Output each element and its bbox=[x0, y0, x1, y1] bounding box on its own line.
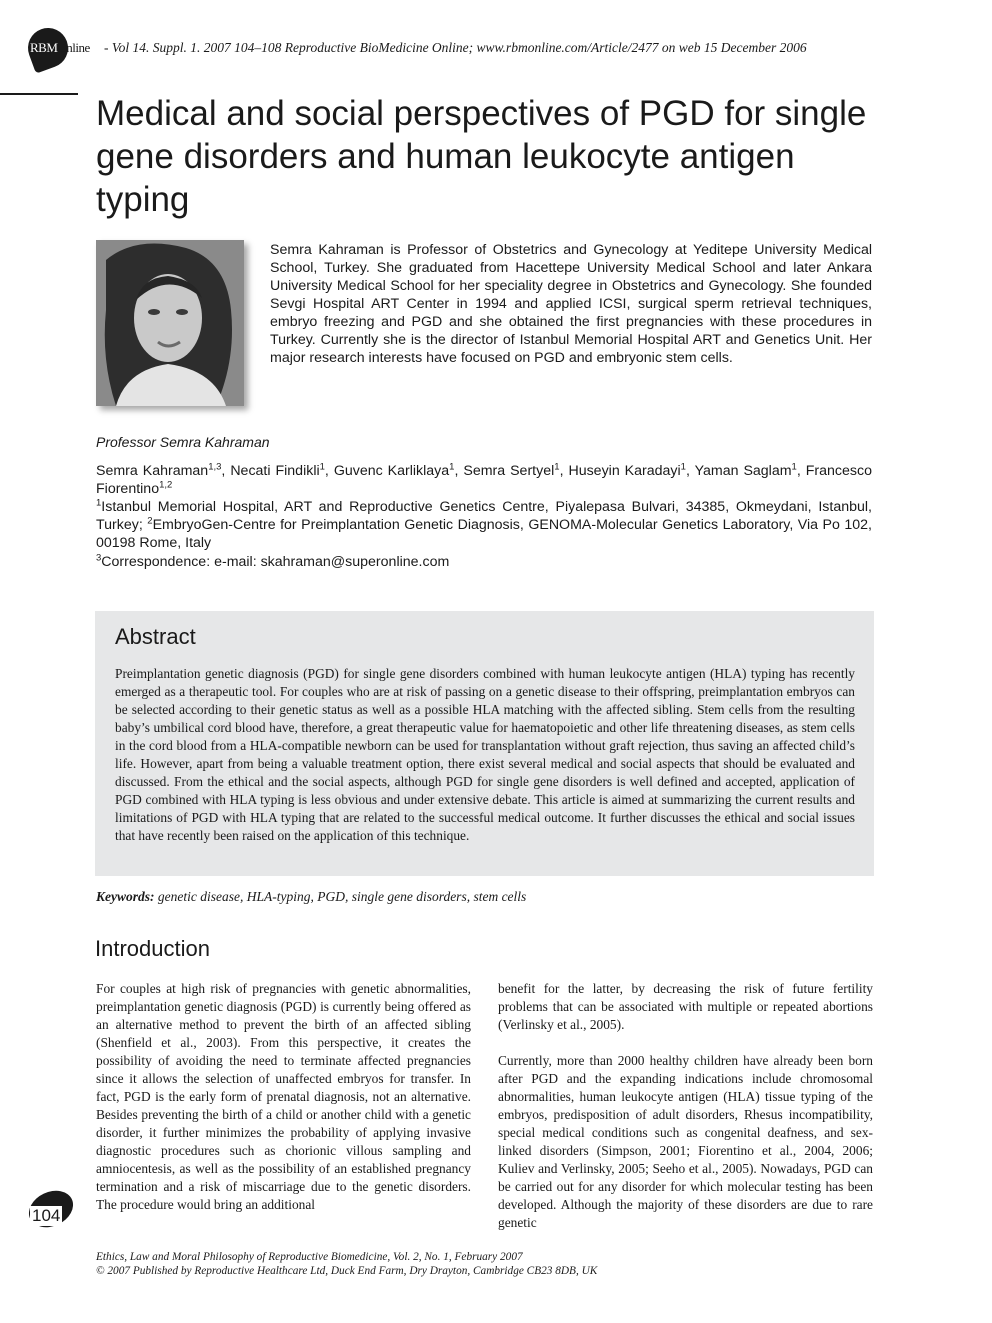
author-separator: , bbox=[454, 463, 464, 479]
author-separator: , bbox=[685, 463, 695, 479]
affiliation-1: Istanbul Memorial Hospital, ART and Reproductive Genetics Centre, Piyalepasa Bulvari, 34385, Okmeydani, Istanbul, Turkey; bbox=[96, 499, 872, 533]
author-bio: Semra Kahraman is Professor of Obstetrics and Gynecology at Yeditepe University Medical School, Turkey. She graduated from Hacettepe University Medical School and later Ankara University Medical School for her speciality degree in Obstetrics and Gynecology. She founded Sevgi Hospital ART Center in 1994 and applied ICSI, surgical sperm retrieval techniques, embryo freezing and PGD and she obtained the first pregnancies with these procedures in Turkey. Currently she is the director of Istanbul Memorial Hospital ART and Genetics Unit. Her major research interests have focused on PGD and embryonic stem cells. bbox=[270, 242, 872, 366]
author-separator: , bbox=[559, 463, 569, 479]
affiliations bbox=[96, 498, 872, 552]
abstract-heading: Abstract bbox=[115, 624, 196, 649]
affiliation-marker: 1 bbox=[96, 497, 102, 509]
correspondence-marker: 3 bbox=[96, 552, 102, 564]
author-separator: , bbox=[796, 463, 806, 479]
correspondence bbox=[96, 553, 872, 571]
author-affiliation-marker: 1,2 bbox=[159, 479, 173, 491]
header-divider bbox=[0, 93, 78, 95]
author-affiliation-marker: 1,3 bbox=[208, 461, 222, 473]
journal-citation: - Vol 14. Suppl. 1. 2007 104–108 Reproductive BioMedicine Online; www.rbmonline.com/Article/2477 on web 15 December 2006 bbox=[104, 40, 807, 55]
introduction-paragraph: For couples at high risk of pregnancies with genetic abnormalities, preimplantation genetic diagnosis (PGD) is currently being offered as an alternative method to prevent the birth of an affected sibling (Shenfield et al., 2003). From this perspective, it creates the possibility of avoiding the need to terminate affected pregnancies since it allows the selection of unaffected embryos for transfer. In fact, PGD is the early form of prenatal diagnosis, not an alternative. Besides preventing the birth of a child or another child with a genetic disorder, it further minimizes the probability of applying invasive diagnostic procedures such as chorionic villous sampling and amniocentesis, as well as the possibility of an established pregnancy termination and a risk of miscarriage due to the genetic disorders. The procedure would bring an additional bbox=[96, 981, 471, 1212]
introduction-paragraph: Currently, more than 2000 healthy children have already been born after PGD and the expanding indications include chromosomal abnormalities, human leukocyte antigen (HLA) tissue typing of the embryos, predisposition of adult disorders, Rhesus incompatibility, special medical conditions such as congenital deafness, and sex-linked disorders (Simpson, 2001; Fiorentino et al., 2004, 2006; Kuliev and Verlinsky, 2005; Seeho et al., 2005). Nowadays, PGD can be carried out for any disorder for which molecular testing has been developed. Although the majority of these disorders are due to rare genetic bbox=[498, 1053, 873, 1230]
author-name: Huseyin Karadayi bbox=[568, 463, 681, 479]
author-photo bbox=[96, 240, 244, 406]
page-number: 104 bbox=[32, 1206, 61, 1225]
keywords-text: genetic disease, HLA-typing, PGD, single gene disorders, stem cells bbox=[157, 889, 527, 904]
footer-citation: Ethics, Law and Moral Philosophy of Reproductive Biomedicine, Vol. 2, No. 1, February 2007 bbox=[96, 1251, 523, 1263]
footer bbox=[96, 1250, 597, 1278]
author-affiliation-marker: 1 bbox=[449, 461, 455, 473]
portrait-illustration bbox=[96, 240, 244, 406]
abstract-text: Preimplantation genetic diagnosis (PGD) for single gene disorders combined with human leukocyte antigen (HLA) typing has recently emerged as a therapeutic tool. For couples who are at risk of passing on a genetic disease to their offspring, preimplantation embryos can be selected according to their genetic status as well as a possible HLA matching with the affected sibling. Stem cells from the resulting baby’s umbilical cord blood have, therefore, a great therapeutic value for haematopoietic and other life threatening diseases, as stem cells in the cord blood from a HLA-compatible newborn can be used for transplantation without graft rejection, thus saving an affected child’s life. However, apart from being a valuable treatment option, there exist several medical and social aspects that should be evaluated and discussed. From the ethical and the social aspects, although PGD for single gene disorders is well defined and accepted, application of PGD combined with HLA typing is less obvious and under extensive debate. This article is aimed at summarizing the current results and limitations of PGD with HLA typing that are related to the successful medical outcome. It further discusses the ethical and social issues that have recently been raised on the application of this technique. bbox=[115, 666, 855, 843]
author-affiliation-marker: 1 bbox=[791, 461, 797, 473]
author-name: Francesco Fiorentino bbox=[96, 463, 872, 497]
footer-copyright: © 2007 Published by Reproductive Healthcare Ltd, Duck End Farm, Dry Drayton, Cambridge CB23 8DB, UK bbox=[96, 1265, 598, 1277]
affiliation-marker: 2 bbox=[147, 515, 153, 527]
introduction-right-column bbox=[498, 980, 873, 1250]
author-affiliation-marker: 1 bbox=[680, 461, 686, 473]
article-title: Medical and social perspectives of PGD for single gene disorders and human leukocyte antigen typing bbox=[96, 94, 867, 219]
author-name: Yaman Saglam bbox=[694, 463, 792, 479]
author-affiliation-marker: 1 bbox=[554, 461, 560, 473]
author-list bbox=[96, 462, 872, 498]
journal-logo bbox=[30, 40, 90, 56]
photo-caption: Professor Semra Kahraman bbox=[96, 434, 270, 450]
author-name: Semra Sertyel bbox=[463, 463, 555, 479]
introduction-left-column bbox=[96, 980, 471, 1232]
logo-bold: RBM bbox=[30, 40, 58, 55]
introduction-paragraph: benefit for the latter, by decreasing the risk of future fertility problems that can be associated with multiple or repeated abortions (Verlinsky et al., 2005). bbox=[498, 981, 873, 1032]
author-affiliation-marker: 1 bbox=[319, 461, 325, 473]
author-name: Necati Findikli bbox=[230, 463, 320, 479]
author-separator: , bbox=[324, 463, 334, 479]
keywords bbox=[96, 889, 526, 905]
keywords-label: Keywords: bbox=[96, 889, 155, 904]
introduction-heading: Introduction bbox=[95, 936, 210, 961]
logo-rest: Online bbox=[57, 40, 90, 55]
affiliation-2: EmbryoGen-Centre for Preimplantation Genetic Diagnosis, GENOMA-Molecular Genetics Laboratory, Via Po 102, 00198 Rome, Italy bbox=[96, 517, 872, 551]
author-name: Guvenc Karliklaya bbox=[333, 463, 450, 479]
author-name: Semra Kahraman bbox=[96, 463, 209, 479]
author-separator: , bbox=[221, 463, 231, 479]
correspondence-email[interactable]: Correspondence: e-mail: skahraman@superonline.com bbox=[101, 554, 450, 570]
